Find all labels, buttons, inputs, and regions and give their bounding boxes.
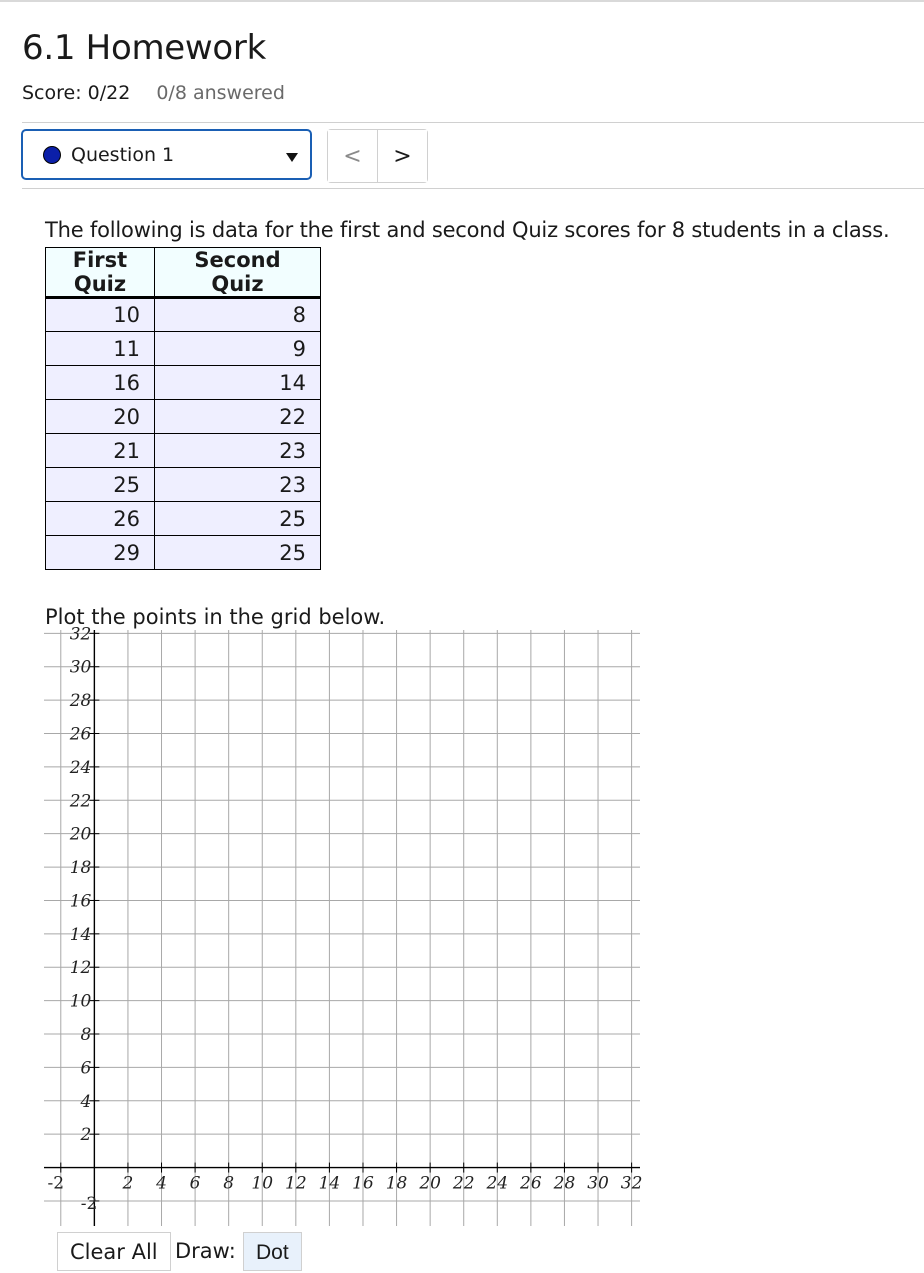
x-tick-label: 20 [419, 1173, 441, 1194]
table-row [46, 366, 321, 400]
x-tick-label: 32 [620, 1173, 643, 1194]
table-cell: 9 [155, 332, 321, 366]
table-row [46, 332, 321, 366]
table-cell: 8 [155, 298, 321, 332]
x-tick-label: 6 [189, 1173, 201, 1194]
table-row [46, 536, 321, 570]
x-tick-label: 12 [285, 1173, 307, 1194]
y-tick-label: 28 [69, 691, 92, 712]
header-divider [22, 122, 924, 123]
table-cell: 23 [155, 434, 321, 468]
plot-instruction: Plot the points in the grid below. [45, 605, 386, 629]
table-cell: 25 [155, 502, 321, 536]
table-cell: 14 [155, 366, 321, 400]
table-cell: 11 [46, 332, 155, 366]
next-question-button[interactable] [378, 130, 427, 182]
y-tick-label: 18 [69, 858, 92, 879]
y-tick-label: -2 [80, 1193, 98, 1214]
nav-divider [22, 188, 924, 189]
x-tick-label: 8 [223, 1173, 235, 1194]
page-title: 6.1 Homework [22, 28, 266, 68]
table-cell: 29 [46, 536, 155, 570]
question-pager [327, 129, 428, 183]
x-tick-label: 2 [122, 1173, 134, 1194]
table-cell: 25 [155, 536, 321, 570]
answered-count: 0/8 answered [156, 82, 285, 104]
x-tick-label: 26 [520, 1173, 542, 1194]
table-cell: 20 [46, 400, 155, 434]
x-tick-label: 4 [156, 1173, 167, 1194]
x-tick-label: 18 [385, 1173, 408, 1194]
x-tick-label: 30 [587, 1173, 609, 1194]
y-tick-label: 2 [80, 1125, 92, 1146]
y-tick-label: 26 [69, 724, 92, 745]
question-status-dot-icon [43, 146, 61, 164]
y-tick-label: 30 [69, 657, 92, 678]
table-cell: 22 [155, 400, 321, 434]
y-tick-label: 32 [69, 624, 92, 645]
y-tick-label: 6 [80, 1058, 92, 1079]
plot-grid-canvas[interactable] [44, 624, 643, 1226]
table-header-row [46, 248, 321, 298]
y-tick-label: 4 [80, 1091, 92, 1112]
table-header-first-quiz: First Quiz [46, 248, 155, 298]
table-cell: 25 [46, 468, 155, 502]
caret-down-icon [286, 153, 298, 162]
table-cell: 23 [155, 468, 321, 502]
y-tick-label: 10 [69, 991, 92, 1012]
chevron-left-icon: < [343, 143, 362, 169]
score-line [22, 80, 285, 106]
table-cell: 16 [46, 366, 155, 400]
question-intro: The following is data for the first and second Quiz scores for 8 students in a class. [45, 218, 890, 242]
quiz-data-table [45, 247, 321, 570]
question-select-label: Question 1 [71, 144, 175, 166]
table-cell: 21 [46, 434, 155, 468]
table-row [46, 468, 321, 502]
chevron-right-icon: > [393, 143, 412, 169]
y-tick-label: 20 [69, 824, 92, 845]
question-select[interactable] [21, 129, 312, 180]
y-tick-label: 12 [69, 958, 92, 979]
table-row [46, 298, 321, 332]
score-text: Score: 0/22 [22, 82, 131, 104]
y-tick-label: 16 [69, 891, 92, 912]
table-cell: 10 [46, 298, 155, 332]
table-row [46, 400, 321, 434]
table-cell: 26 [46, 502, 155, 536]
y-tick-label: 14 [69, 924, 92, 945]
table-row [46, 502, 321, 536]
x-tick-label: 24 [486, 1173, 509, 1194]
y-tick-label: 24 [69, 757, 92, 778]
x-tick-label: -2 [47, 1173, 65, 1194]
table-header-second-quiz: Second Quiz [155, 248, 321, 298]
draw-dot-button[interactable]: Dot [243, 1232, 302, 1271]
y-tick-label: 22 [69, 791, 92, 812]
x-tick-label: 14 [318, 1173, 341, 1194]
clear-all-button[interactable]: Clear All [57, 1232, 171, 1271]
table-row [46, 434, 321, 468]
previous-question-button[interactable] [328, 130, 378, 182]
x-tick-label: 16 [352, 1173, 374, 1194]
x-tick-label: 28 [553, 1173, 576, 1194]
x-tick-label: 10 [251, 1173, 274, 1194]
top-divider [0, 0, 924, 2]
y-tick-label: 8 [80, 1025, 92, 1046]
draw-mode-label: Draw: [175, 1239, 236, 1263]
x-tick-label: 22 [452, 1173, 475, 1194]
